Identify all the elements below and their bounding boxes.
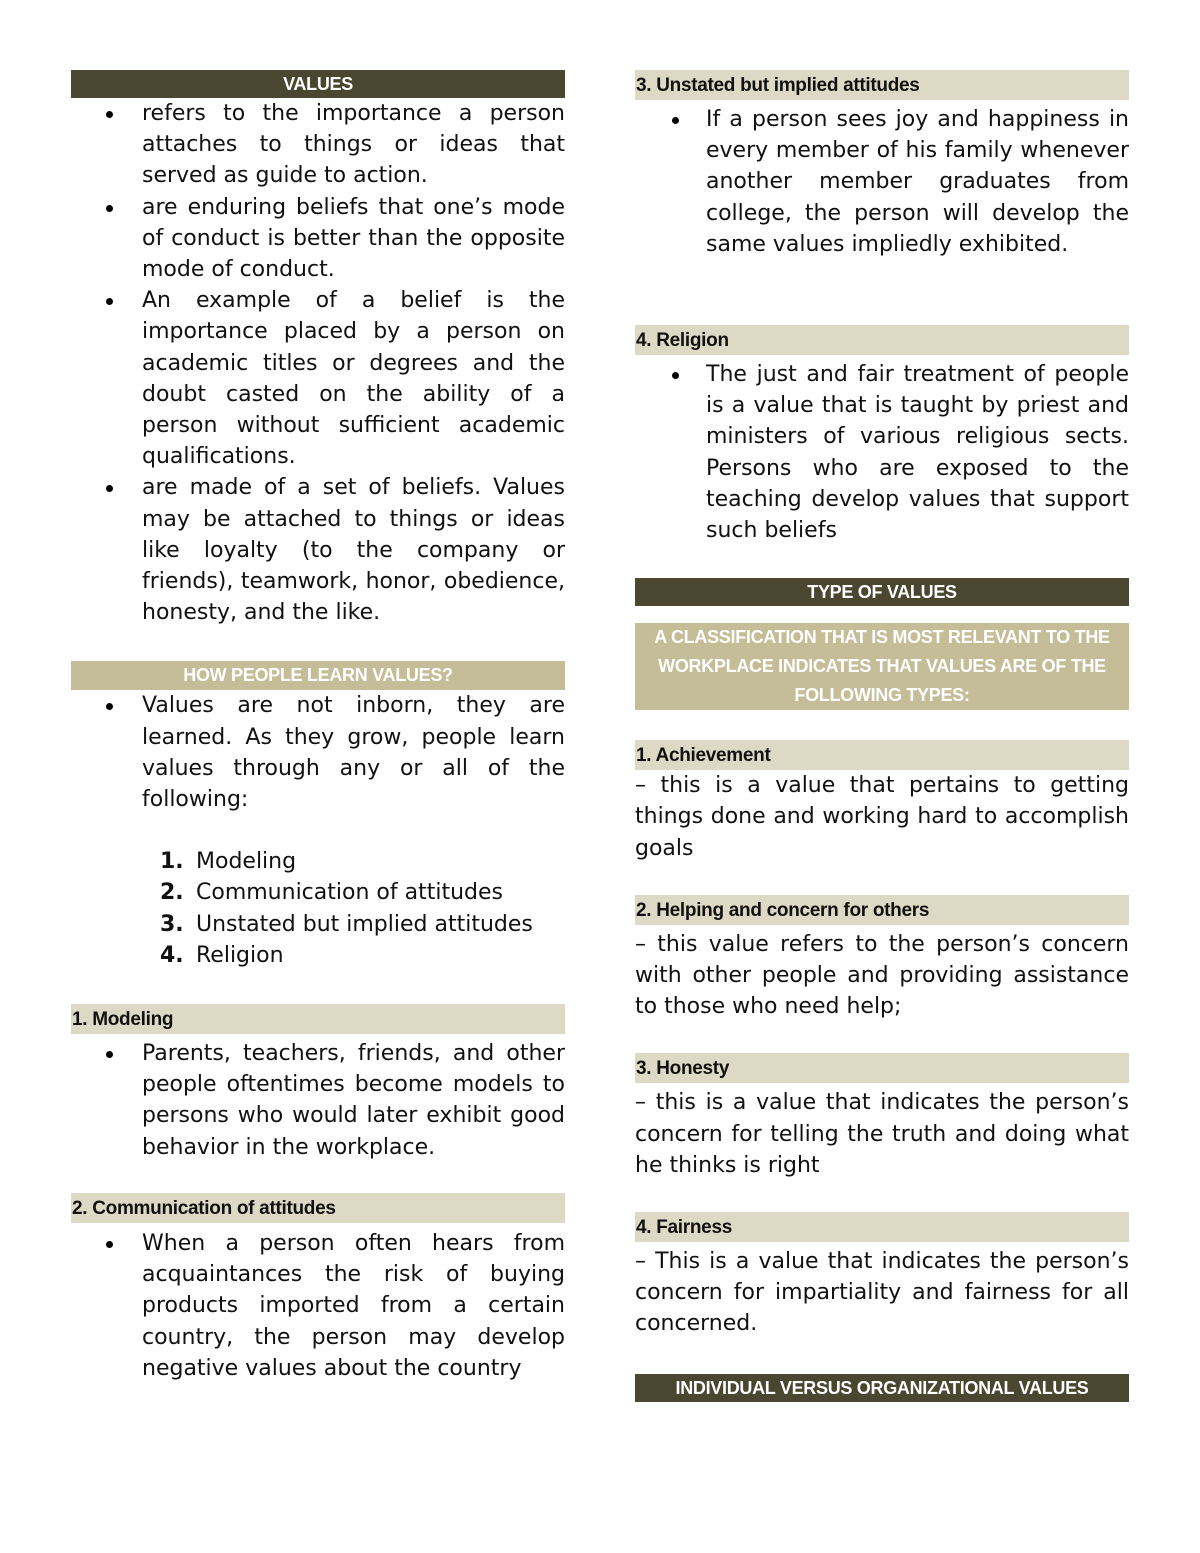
list-text: Communication of attitudes — [196, 880, 503, 906]
list-number: 3. — [160, 911, 184, 937]
fairness-text: – This is a value that indicates the person’s concern for impartiality and fairness for all concerned. — [635, 1249, 1129, 1337]
list-number: 2. — [160, 880, 184, 906]
list-item: Parents, teachers, friends, and other people oftentimes become models to persons who would later exhibit good behavior in the workplace. — [71, 1038, 565, 1163]
modeling-header: 1. Modeling — [71, 1004, 565, 1034]
religion-bullet-list — [635, 359, 1129, 546]
learn-values-header: HOW PEOPLE LEARN VALUES? — [71, 661, 565, 690]
list-text: Religion — [196, 942, 284, 968]
unstated-bullet-list — [635, 104, 1129, 260]
type-of-values-header: TYPE OF VALUES — [635, 578, 1129, 606]
list-item: If a person sees joy and happiness in every member of his family whenever another member graduates from college, the person will develop the same values impliedly exhibited. — [635, 104, 1129, 260]
fairness-header: 4. Fairness — [635, 1212, 1129, 1242]
achievement-header: 1. Achievement — [635, 740, 1129, 770]
communication-header: 2. Communication of attitudes — [71, 1193, 565, 1223]
list-item — [71, 846, 565, 877]
list-item: are enduring beliefs that one’s mode of conduct is better than the opposite mode of conduct. — [71, 192, 565, 286]
list-number: 4. — [160, 942, 184, 968]
list-item — [71, 940, 565, 971]
list-item: When a person often hears from acquaintances the risk of buying products imported from a certain country, the person may develop negative values about the country — [71, 1228, 565, 1384]
helping-text: – this value refers to the person’s concern with other people and providing assistance to those who need help; — [635, 931, 1129, 1020]
list-item: Values are not inborn, they are learned. As they grow, people learn values through any or all of the following: — [71, 690, 565, 815]
religion-header: 4. Religion — [635, 325, 1129, 355]
list-text: Modeling — [196, 849, 297, 875]
classification-header: A CLASSIFICATION THAT IS MOST RELEVANT TO THE WORKPLACE INDICATES THAT VALUES ARE OF THE FOLLOWING TYPES: — [635, 623, 1129, 710]
list-item: The just and fair treatment of people is a value that is taught by priest and ministers of various religious sects. Persons who are exposed to the teaching develop values that support such beliefs — [635, 359, 1129, 546]
learn-bullet-list — [71, 690, 565, 815]
list-item: An example of a belief is the importance placed by a person on academic titles or degrees and the doubt casted on the ability of a person without sufficient academic qualifications. — [71, 285, 565, 472]
values-header: VALUES — [71, 70, 565, 98]
helping-header: 2. Helping and concern for others — [635, 895, 1129, 925]
communication-bullet-list — [71, 1228, 565, 1384]
right-column — [635, 70, 1129, 1402]
values-bullet-list — [71, 98, 565, 628]
modeling-bullet-list — [71, 1038, 565, 1163]
list-item: are made of a set of beliefs. Values may be attached to things or ideas like loyalty (to the company or friends), teamwork, honor, obedience, honesty, and the like. — [71, 472, 565, 628]
left-column — [71, 70, 565, 1384]
list-text: Unstated but implied attitudes — [196, 911, 533, 937]
list-item — [71, 909, 565, 940]
list-item — [71, 877, 565, 908]
individual-vs-organizational-header: INDIVIDUAL VERSUS ORGANIZATIONAL VALUES — [635, 1374, 1129, 1402]
honesty-header: 3. Honesty — [635, 1053, 1129, 1083]
list-number: 1. — [160, 849, 184, 875]
list-item: refers to the importance a person attaches to things or ideas that served as guide to action. — [71, 98, 565, 192]
learn-numbered-list — [71, 846, 565, 971]
honesty-text: – this is a value that indicates the person’s concern for telling the truth and doing what he thinks is right — [635, 1090, 1129, 1178]
unstated-header: 3. Unstated but implied attitudes — [635, 70, 1129, 100]
achievement-text: – this is a value that pertains to getting things done and working hard to accomplish goals — [635, 773, 1129, 861]
